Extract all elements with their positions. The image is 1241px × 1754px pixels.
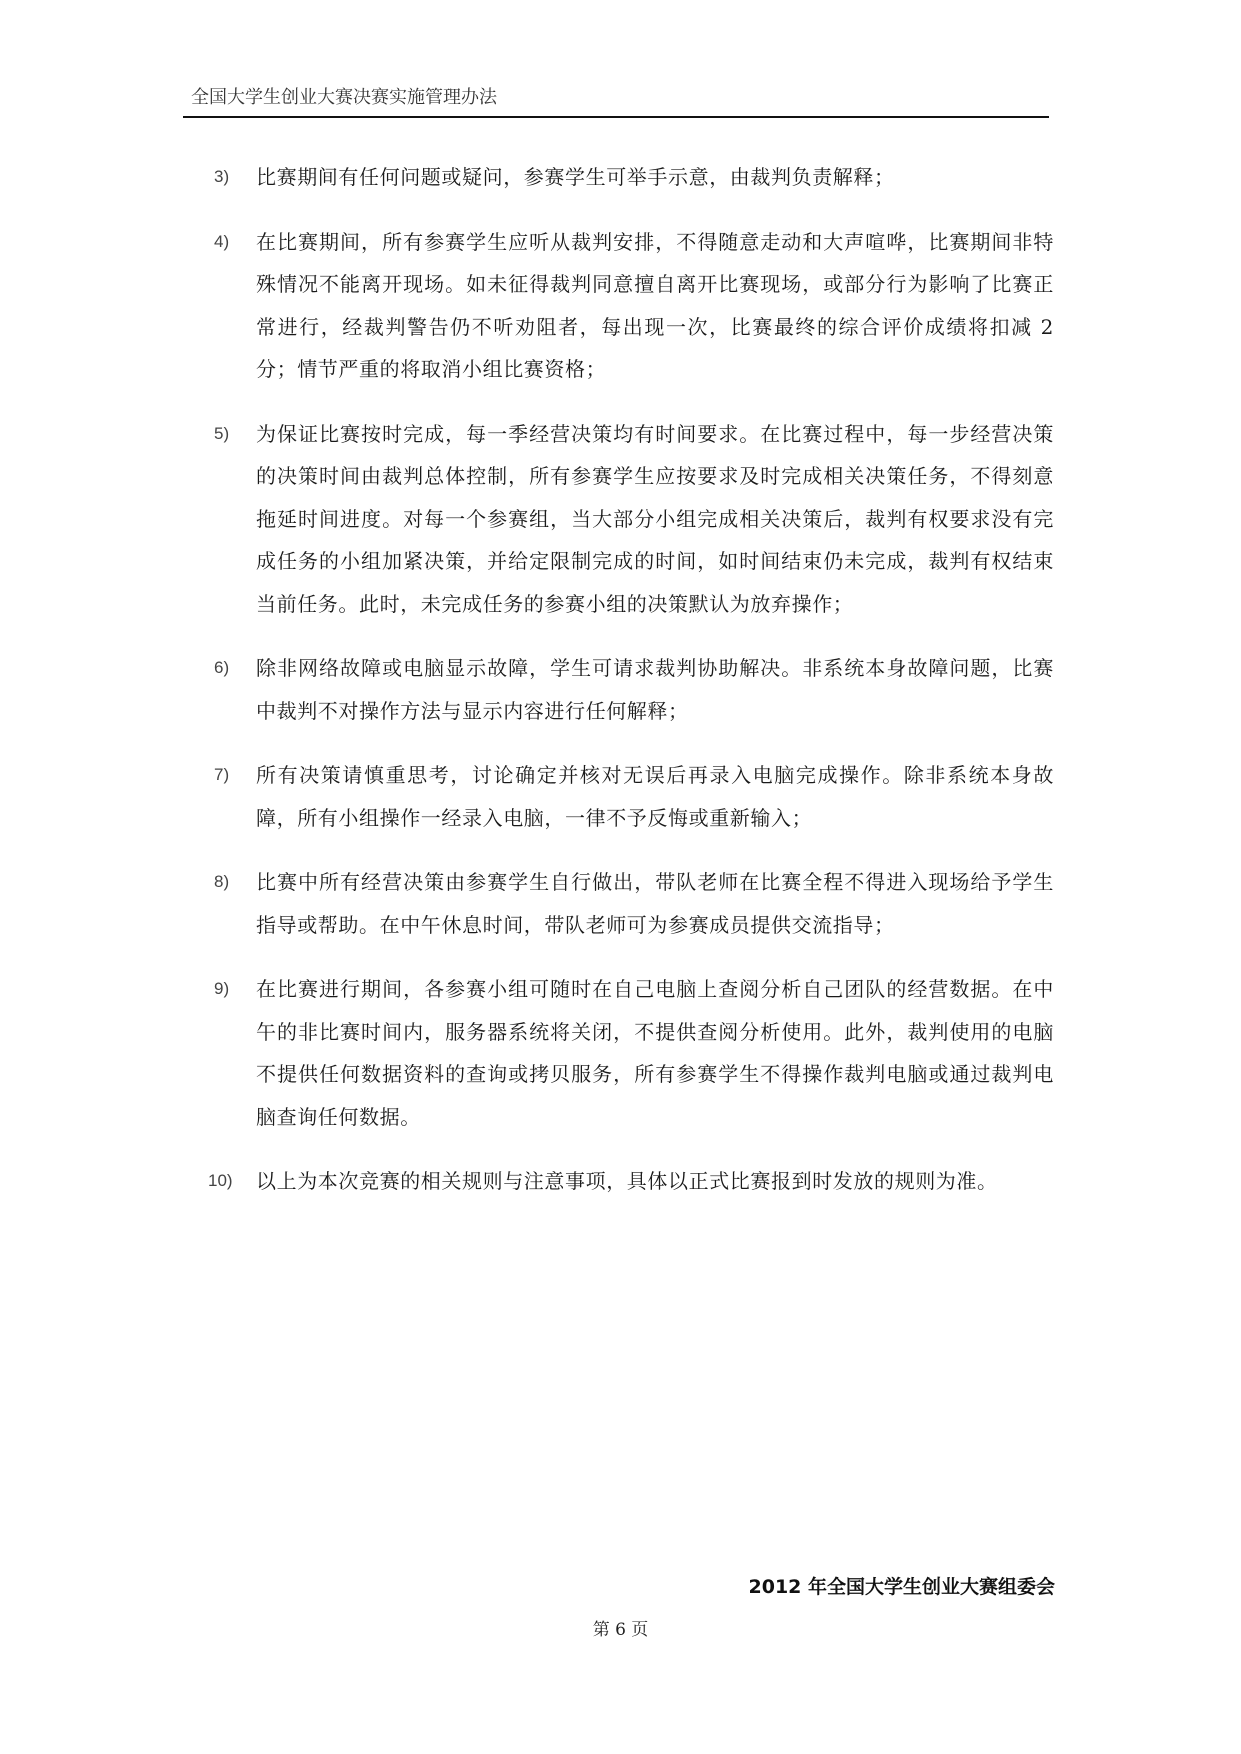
list-item — [214, 754, 1054, 839]
item-text: 比赛期间有任何问题或疑问，参赛学生可举手示意，由裁判负责解释； — [256, 165, 895, 189]
item-text: 除非网络故障或电脑显示故障，学生可请求裁判协助解决。非系统本身故障问题，比赛中裁判不对操作方法与显示内容进行任何解释； — [256, 656, 1054, 723]
item-number: 5) — [214, 423, 230, 443]
list-item — [208, 1160, 1054, 1203]
organizer-signature: 2012 年全国大学生创业大赛组委会 — [748, 1576, 1055, 1598]
item-number: 7) — [214, 765, 230, 784]
item-text: 所有决策请慎重思考，讨论确定并核对无误后再录入电脑完成操作。除非系统本身故障，所有小组操作一经录入电脑，一律不予反悔或重新输入； — [256, 763, 1054, 830]
item-text: 以上为本次竞赛的相关规则与注意事项，具体以正式比赛报到时发放的规则为准。 — [256, 1169, 998, 1193]
item-number: 6) — [214, 658, 230, 677]
item-number: 3) — [214, 167, 230, 186]
list-item — [214, 968, 1054, 1138]
page-number: 第 6 页 — [592, 1620, 649, 1640]
item-number: 9) — [214, 979, 230, 998]
list-item — [214, 861, 1054, 946]
item-text: 比赛中所有经营决策由参赛学生自行做出，带队老师在比赛全程不得进入现场给予学生指导或帮助。在中午休息时间，带队老师可为参赛成员提供交流指导； — [256, 870, 1054, 937]
list-item — [214, 647, 1054, 732]
list-item — [214, 156, 1054, 199]
item-text: 在比赛进行期间，各参赛小组可随时在自己电脑上查阅分析自己团队的经营数据。在中午的非比赛时间内，服务器系统将关闭，不提供查阅分析使用。此外，裁判使用的电脑不提供任何数据资料的查询或拷贝服务，所有参赛学生不得操作裁判电脑或通过裁判电脑查询任何数据。 — [256, 977, 1054, 1129]
item-number: 10) — [208, 1171, 233, 1190]
item-text: 在比赛期间，所有参赛学生应听从裁判安排，不得随意走动和大声喧哗，比赛期间非特殊情况不能离开现场。如未征得裁判同意擅自离开比赛现场，或部分行为影响了比赛正常进行，经裁判警告仍不听劝阻者，每出现一次，比赛最终的综合评价成绩将扣减 2 分；情节严重的将取消小组比赛资格； — [256, 229, 1054, 381]
rules-list — [208, 156, 1054, 1225]
list-item — [214, 221, 1054, 391]
header-title: 全国大学生创业大赛决赛实施管理办法 — [191, 87, 497, 108]
list-item — [214, 413, 1054, 626]
item-text: 为保证比赛按时完成，每一季经营决策均有时间要求。在比赛过程中，每一步经营决策的决策时间由裁判总体控制，所有参赛学生应按要求及时完成相关决策任务，不得刻意拖延时间进度。对每一个参赛组，当大部分小组完成相关决策后，裁判有权要求没有完成任务的小组加紧决策，并给定限制完成的时间，如时间结束仍未完成，裁判有权结束当前任务。此时，未完成任务的参赛小组的决策默认为放弃操作； — [256, 421, 1054, 616]
item-number: 4) — [214, 231, 230, 251]
page-header — [183, 86, 1049, 118]
item-number: 8) — [214, 872, 230, 891]
